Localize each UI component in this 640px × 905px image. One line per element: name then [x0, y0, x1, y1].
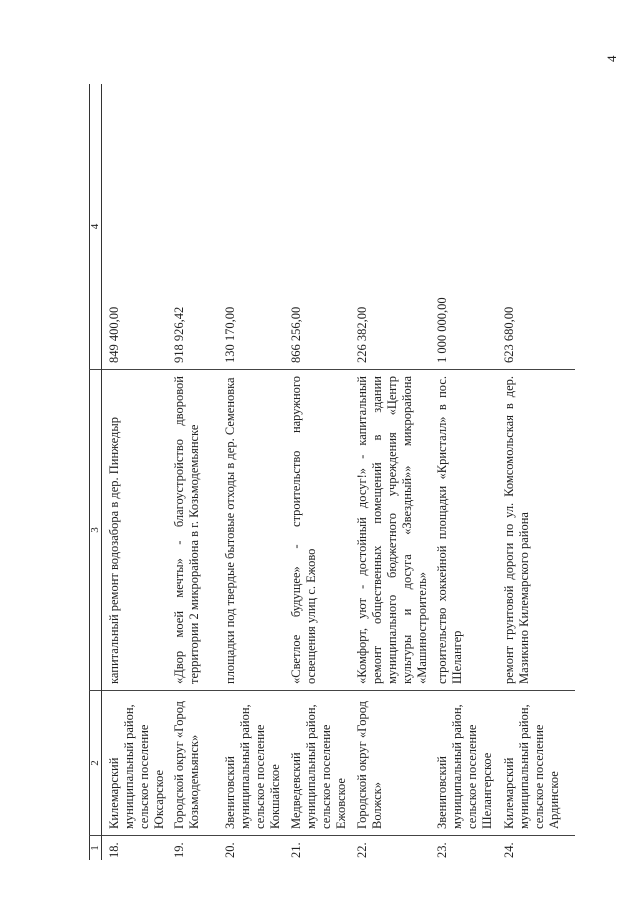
table-row — [102, 84, 168, 860]
row-number: 22. — [350, 836, 430, 861]
project-cell: «Комфорт, уют - достойный досуг!» - капитальный ремонт общественных помещений в здании муниципального бюджетного учреждения «Центр культуры и досуга «Звездный»» микрорайона «Машиностроитель» — [350, 370, 430, 691]
amount-cell: 130 170,00 — [223, 306, 237, 363]
table-row — [284, 84, 350, 860]
project-cell: строительство хоккейной площадки «Кристалл» в пос. Шелангер — [430, 370, 497, 691]
amount-cell: 226 382,00 — [355, 306, 369, 363]
rotated-table-page — [89, 87, 634, 860]
column-header-2: 2 — [90, 691, 102, 836]
project-cell: площадки под твердые бытовые отходы в дер. Семеновка — [218, 370, 284, 691]
row-number: 24. — [497, 836, 575, 861]
recipient-cell: Килемарский муниципальный район, сельское поселение Ардинское — [497, 691, 575, 836]
recipient-cell: Килемарский муниципальный район, сельское поселение Юксарское — [102, 691, 168, 836]
column-header-4: 4 — [90, 84, 102, 370]
table-row — [497, 84, 575, 860]
project-cell: ремонт грунтовой дороги по ул. Комсомольская в дер. Мазикино Килемарского района — [497, 370, 575, 691]
amount-cell: 866 256,00 — [289, 306, 303, 363]
row-number: 19. — [167, 836, 218, 861]
row-number: 18. — [102, 836, 168, 861]
amount-cell: 1 000 000,00 — [435, 297, 449, 363]
column-header-3: 3 — [90, 370, 102, 691]
recipient-cell: Звениговский муниципальный район, сельское поселение Кокшайское — [218, 691, 284, 836]
projects-table — [89, 84, 575, 860]
amount-cell: 849 400,00 — [107, 306, 121, 363]
page-number: 4 — [604, 55, 619, 62]
amount-cell: 623 680,00 — [502, 306, 516, 363]
amount-cell: 918 926,42 — [172, 306, 186, 363]
column-number-header-row — [90, 84, 102, 860]
recipient-cell: Городской округ «Город Волжск» — [350, 691, 430, 836]
recipient-cell: Медведевский муниципальный район, сельское поселение Ежовское — [284, 691, 350, 836]
project-cell: «Двор моей мечты» - благоустройство дворовой территории 2 микрорайона в г. Козьмодемьянске — [167, 370, 218, 691]
table-row — [218, 84, 284, 860]
table-row — [430, 84, 497, 860]
recipient-cell: Городской округ «Город Козьмодемьянск» — [167, 691, 218, 836]
project-cell: капитальный ремонт водозабора в дер. Пинжедыр — [102, 370, 168, 691]
table-row — [167, 84, 218, 860]
row-number: 21. — [284, 836, 350, 861]
project-cell: «Светлое будущее» - строительство наружного освещения улиц с. Ежово — [284, 370, 350, 691]
table-row — [350, 84, 430, 860]
row-number: 23. — [430, 836, 497, 861]
recipient-cell: Звениговский муниципальный район, сельское поселение Шелангерское — [430, 691, 497, 836]
column-header-1: 1 — [90, 836, 102, 861]
row-number: 20. — [218, 836, 284, 861]
